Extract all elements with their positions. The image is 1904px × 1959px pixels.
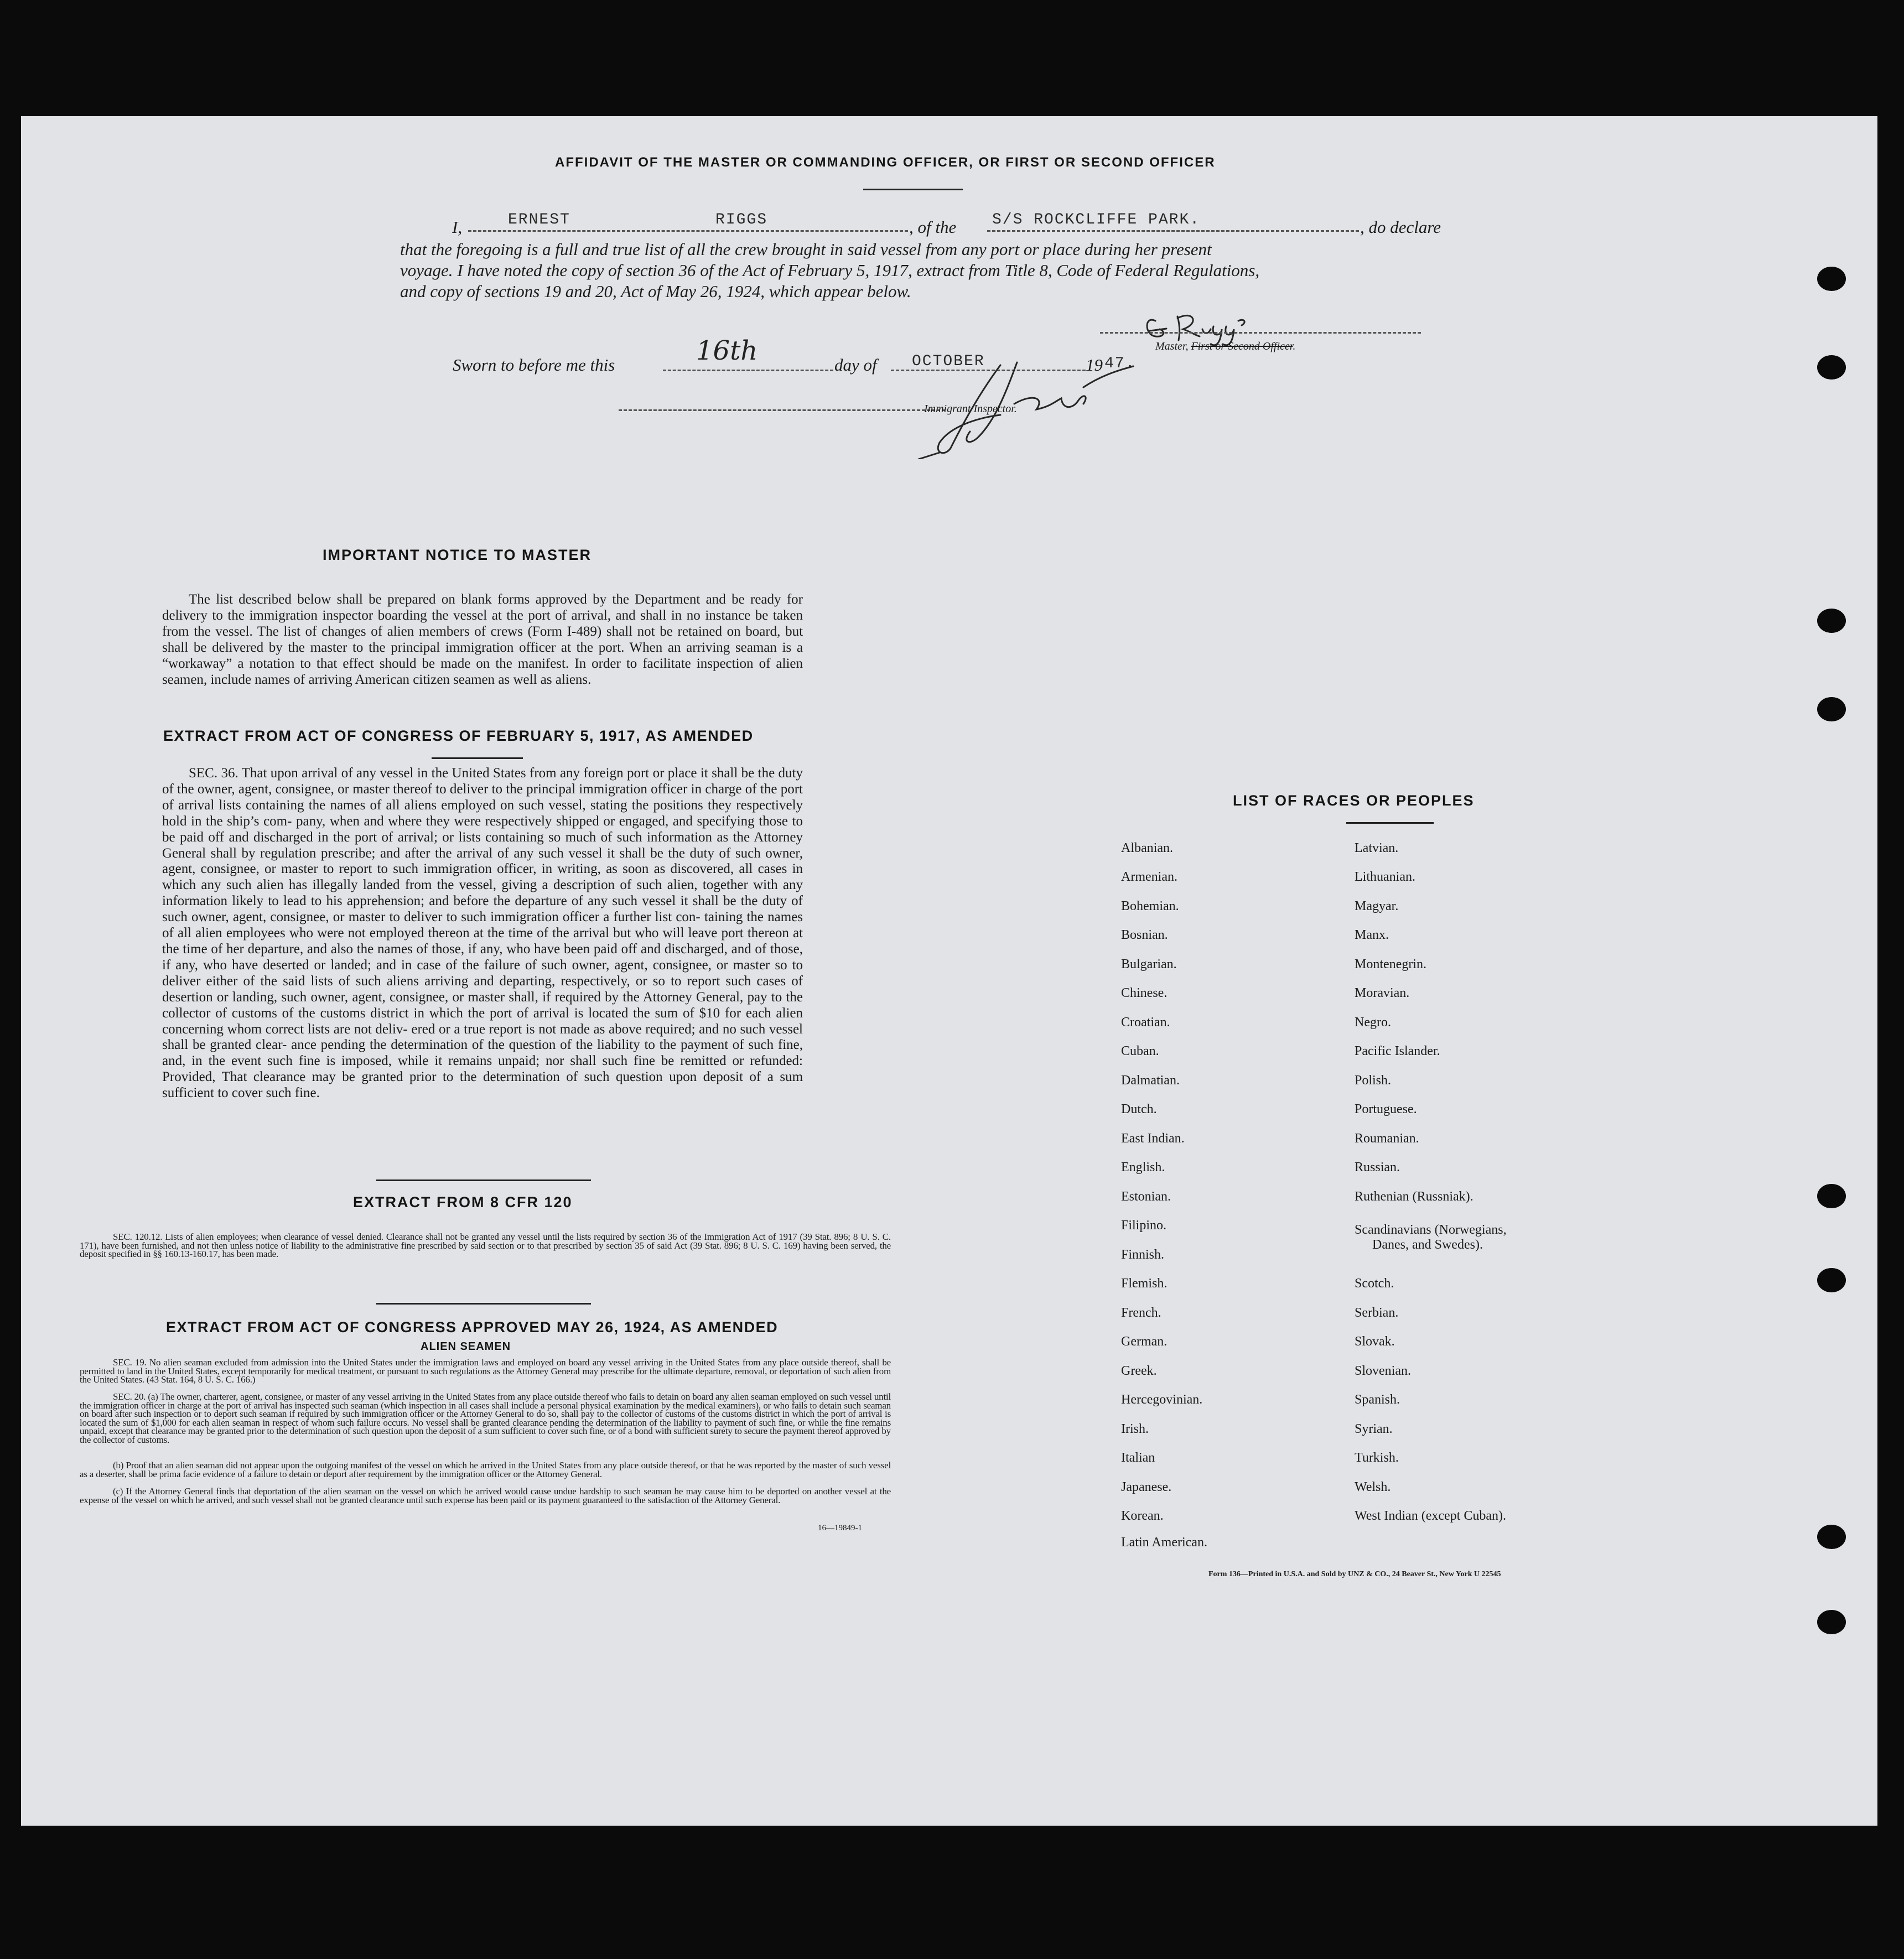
extract-1924-sec20b: (b) Proof that an alien seaman did not appear upon the outgoing manifest of the vessel on which he arrived in the United States from any place outside thereof, or that he was reported by the master of such vessel as a deserter, shall be prima facie evidence of a failure to detain or deport after requirement by the immigration officer or the Attorney General. — [80, 1460, 891, 1479]
race-item: Chinese. — [1121, 986, 1168, 1000]
race-item: Danes, and Swedes). — [1372, 1238, 1483, 1252]
race-item: Albanian. — [1121, 841, 1173, 855]
punch-hole — [1817, 355, 1846, 380]
of-the-label: , of the — [909, 217, 957, 237]
declaration-line-1: that the foregoing is a full and true list of all the crew brought in said vessel from any port or place during her present — [400, 240, 1212, 259]
race-item: East Indian. — [1121, 1131, 1185, 1146]
race-item: Russian. — [1355, 1160, 1400, 1175]
race-item: Dutch. — [1121, 1102, 1157, 1116]
punch-hole — [1817, 609, 1846, 633]
sworn-day: 16th — [696, 335, 758, 366]
punch-hole — [1817, 1268, 1846, 1292]
race-item: Dalmatian. — [1121, 1073, 1180, 1088]
document-page — [21, 116, 1877, 1826]
extract-1917-paragraph: SEC. 36. That upon arrival of any vessel in the United States from any foreign port or place it shall be the duty of the owner, agent, consignee, or master thereof to deliver to the principal immigration officer in charge of the port of arrival lists containing the names of all aliens employed on such vessel, stating the positions they respectively hold in the ship’s com- pany, when and where they were respectively shipped or engaged, and specifying those to be paid off and discharged in the port of arrival; or lists containing so much of such information as the Attorney General shall by regulation prescribe; and after the arrival of any such vessel it shall be the duty of such owner, agent, consignee, or master to report to such immigration officer, in writing, as soon as discovered, all cases in which any such alien has illegally landed from the vessel, giving a description of such alien, together with any information likely to lead to his apprehension; and before the departure of any such vessel it shall be the duty of such owner, agent, consignee, or master to deliver to such immigration officer a further list con- taining the names of all alien employees who were not employed thereon at the time of the arrival but who will leave port thereon at the time of her departure, and also the names of those, if any, who have been paid off and discharged, and of those, if any, who have deserted or landed; and in case of the failure of such owner, agent, consignee, or master so to deliver either of the said lists of such aliens arriving and departing, respectively, or so to report such cases of desertion or landing, such owner, agent, consignee, or master shall, if required by the Attorney General, pay to the collector of customs of the customs district in which the port of arrival is located the sum of $10 for each alien concerning whom correct lists are not deliv- ered or a true report is not made as above required; and no such vessel shall be granted clear- ance pending the determination of the question of the liability to the payment of such fine, and, in the event such fine is imposed, while it remains unpaid; nor shall such fine be remitted or refunded: Provided, That clearance may be granted prior to the determination of such question upon deposit of a sum sufficient to cover such fine. — [162, 766, 803, 1101]
extract-1924-sec19: SEC. 19. No alien seaman excluded from admission into the United States under the immigration laws and employed on board any vessel arriving in the United States from any place outside thereof, shall be permitted to land in the United States, except temporarily for medical treatment, or pursuant to such regulations as the Attorney General may prescribe for the ultimate departure, removal, or deportation of such alien from the United States. (43 Stat. 164, 8 U. S. C. 166.) — [80, 1357, 891, 1385]
year-prefix: 19 — [1086, 355, 1103, 375]
punch-hole — [1817, 1184, 1846, 1208]
race-item: Welsh. — [1355, 1480, 1391, 1494]
inspector-signature — [917, 354, 1183, 459]
race-item: Flemish. — [1121, 1276, 1168, 1291]
year-suffix: 47. — [1104, 355, 1136, 372]
day-of-label: day of — [834, 355, 877, 375]
race-item: Ruthenian (Russniak). — [1355, 1189, 1474, 1204]
notice-title: IMPORTANT NOTICE TO MASTER — [323, 547, 592, 563]
race-item: Serbian. — [1355, 1306, 1399, 1320]
race-item: English. — [1121, 1160, 1165, 1175]
race-item: Armenian. — [1121, 870, 1177, 884]
first-name: ERNEST — [508, 211, 570, 228]
master-label: Master, First or Second Officer. — [1155, 340, 1296, 352]
declaration-line-2: voyage. I have noted the copy of section 36 of the Act of February 5, 1917, extract from Title 8, Code of Federal Regulations, — [400, 261, 1260, 280]
race-item: French. — [1121, 1306, 1161, 1320]
extract-1924-sec20a: SEC. 20. (a) The owner, charterer, agent, consignee, or master of any vessel arriving in the United States from any place outside thereof who fails to detain on board any alien seaman employed on such vessel until the immigration officer in charge at the port of arrival has inspected such seaman (which inspection in all cases shall include a personal physical examination by the medical examiners), or who fails to detain such seaman on board after such inspection or to deport such seaman if required by such immigration officer or the Attorney General to do so, shall pay to the collector of customs of the customs district in which the port of arrival is located the sum of $1,000 for each alien seaman in respect of whom such failure occurs. No vessel shall be granted clearance pending the determination of the liability to payment of such fine, or while the fine remains unpaid, except that clearance may be granted prior to the determination of such question upon the deposit of a sum sufficient to cover such fine, or of a bond with sufficient surety to secure the payment thereof approved by the collector of customs. — [80, 1391, 891, 1445]
race-item: Syrian. — [1355, 1422, 1393, 1436]
do-declare-label: , do declare — [1360, 217, 1441, 237]
day-line — [663, 370, 833, 371]
punch-hole — [1817, 267, 1846, 291]
race-item: Roumanian. — [1355, 1131, 1419, 1146]
race-item: Latvian. — [1355, 841, 1399, 855]
race-item: Croatian. — [1121, 1015, 1170, 1030]
punch-hole — [1817, 1610, 1846, 1634]
vessel-name: S/S ROCKCLIFFE PARK. — [992, 211, 1201, 228]
race-item: Montenegrin. — [1355, 957, 1426, 971]
race-item: Slovak. — [1355, 1334, 1395, 1349]
race-item: Turkish. — [1355, 1451, 1399, 1465]
race-item: Filipino. — [1121, 1218, 1167, 1233]
inspector-label: Immigrant Inspector. — [924, 403, 1017, 415]
vessel-line — [987, 230, 1359, 232]
last-name: RIGGS — [715, 211, 768, 228]
form-code: 16—19849-1 — [818, 1524, 862, 1532]
race-item: Bosnian. — [1121, 928, 1168, 942]
punch-hole — [1817, 697, 1846, 721]
inspector-signature-line — [619, 409, 945, 411]
master-signature-line — [1100, 332, 1421, 334]
affidavit-title: AFFIDAVIT OF THE MASTER OR COMMANDING OFFICER, OR FIRST OR SECOND OFFICER — [555, 155, 1216, 170]
race-item: Latin American. — [1121, 1535, 1207, 1550]
race-item: Portuguese. — [1355, 1102, 1417, 1116]
sworn-label: Sworn to before me this — [453, 355, 615, 375]
extract-1917-title: EXTRACT FROM ACT OF CONGRESS OF FEBRUARY 5, 1917, AS AMENDED — [163, 728, 754, 744]
i-label: I, — [452, 217, 463, 237]
race-item: West Indian (except Cuban). — [1355, 1509, 1506, 1523]
extract-1924-divider — [376, 1303, 591, 1305]
title-divider — [863, 189, 963, 190]
race-item: Greek. — [1121, 1364, 1157, 1378]
extract-1924-title: EXTRACT FROM ACT OF CONGRESS APPROVED MAY 26, 1924, AS AMENDED — [166, 1319, 779, 1336]
races-divider — [1346, 822, 1434, 824]
extract-1924-sec20c: (c) If the Attorney General finds that deportation of the alien seaman on the vessel on which he arrived would cause undue hardship to such seaman he may cause him to be deported on another vessel at the expense of the vessel on which he arrived, and such vessel shall not be granted clearance until such expense has been paid or its payment guaranteed to the satisfaction of the Attorney General. — [80, 1486, 891, 1505]
name-line — [468, 230, 908, 232]
race-item: Pacific Islander. — [1355, 1044, 1440, 1058]
race-item: Korean. — [1121, 1509, 1164, 1523]
extract-1924-subtitle: ALIEN SEAMEN — [421, 1340, 511, 1353]
sworn-month: OCTOBER — [912, 353, 985, 370]
race-item: Magyar. — [1355, 899, 1399, 913]
race-item: Italian — [1121, 1451, 1155, 1465]
race-item: Polish. — [1355, 1073, 1392, 1088]
race-item: Cuban. — [1121, 1044, 1159, 1058]
extract-cfr-title: EXTRACT FROM 8 CFR 120 — [353, 1194, 573, 1210]
race-item: Irish. — [1121, 1422, 1149, 1436]
punch-hole — [1817, 1525, 1846, 1549]
race-item: Estonian. — [1121, 1189, 1171, 1204]
printer-footer: Form 136—Printed in U.S.A. and Sold by UNZ & CO., 24 Beaver St., New York U 22545 — [1208, 1570, 1501, 1578]
race-item: Bulgarian. — [1121, 957, 1177, 971]
extract-cfr-paragraph: SEC. 120.12. Lists of alien employees; when clearance of vessel denied. Clearance shall not be granted any vessel until the lists required by section 36 of the Immigration Act of 1917 (39 Stat. 896; 8 U. S. C. 171), have been furnished, and not then unless notice of liability to the administrative fine prescribed by said section or to that prescribed by section 35 of said Act (39 Stat. 896; 8 U. S. C. 169) having been served, the deposit specified in §§ 160.13-160.17, has been made. — [80, 1231, 891, 1259]
race-item: Hercegovinian. — [1121, 1392, 1203, 1407]
race-item: Lithuanian. — [1355, 870, 1415, 884]
race-item: Scotch. — [1355, 1276, 1394, 1291]
race-item: Moravian. — [1355, 986, 1410, 1000]
race-item: Manx. — [1355, 928, 1389, 942]
cfr-divider — [376, 1179, 591, 1181]
race-item: Bohemian. — [1121, 899, 1179, 913]
race-item: Negro. — [1355, 1015, 1391, 1030]
race-item: Spanish. — [1355, 1392, 1400, 1407]
race-item: German. — [1121, 1334, 1168, 1349]
declaration-line-3: and copy of sections 19 and 20, Act of May 26, 1924, which appear below. — [400, 282, 911, 301]
notice-paragraph: The list described below shall be prepared on blank forms approved by the Department and be ready for delivery to the immigration inspector boarding the vessel at the port of arrival, and shall in no instance be taken from the vessel. The list of changes of alien members of crews (Form I-489) shall not be retained on board, but shall be delivered by the master to the principal immigration officer at the port. When an arriving seaman is a “workaway” a notation to that effect should be made on the manifest. In order to facilitate inspection of alien seamen, include names of arriving American citizen seamen as well as aliens. — [162, 592, 803, 687]
races-title: LIST OF RACES OR PEOPLES — [1233, 792, 1475, 809]
race-item: Finnish. — [1121, 1248, 1165, 1262]
race-item: Japanese. — [1121, 1480, 1172, 1494]
extract-1917-divider — [432, 757, 523, 759]
race-item: Slovenian. — [1355, 1364, 1411, 1378]
race-item: Scandinavians (Norwegians, — [1355, 1223, 1507, 1237]
